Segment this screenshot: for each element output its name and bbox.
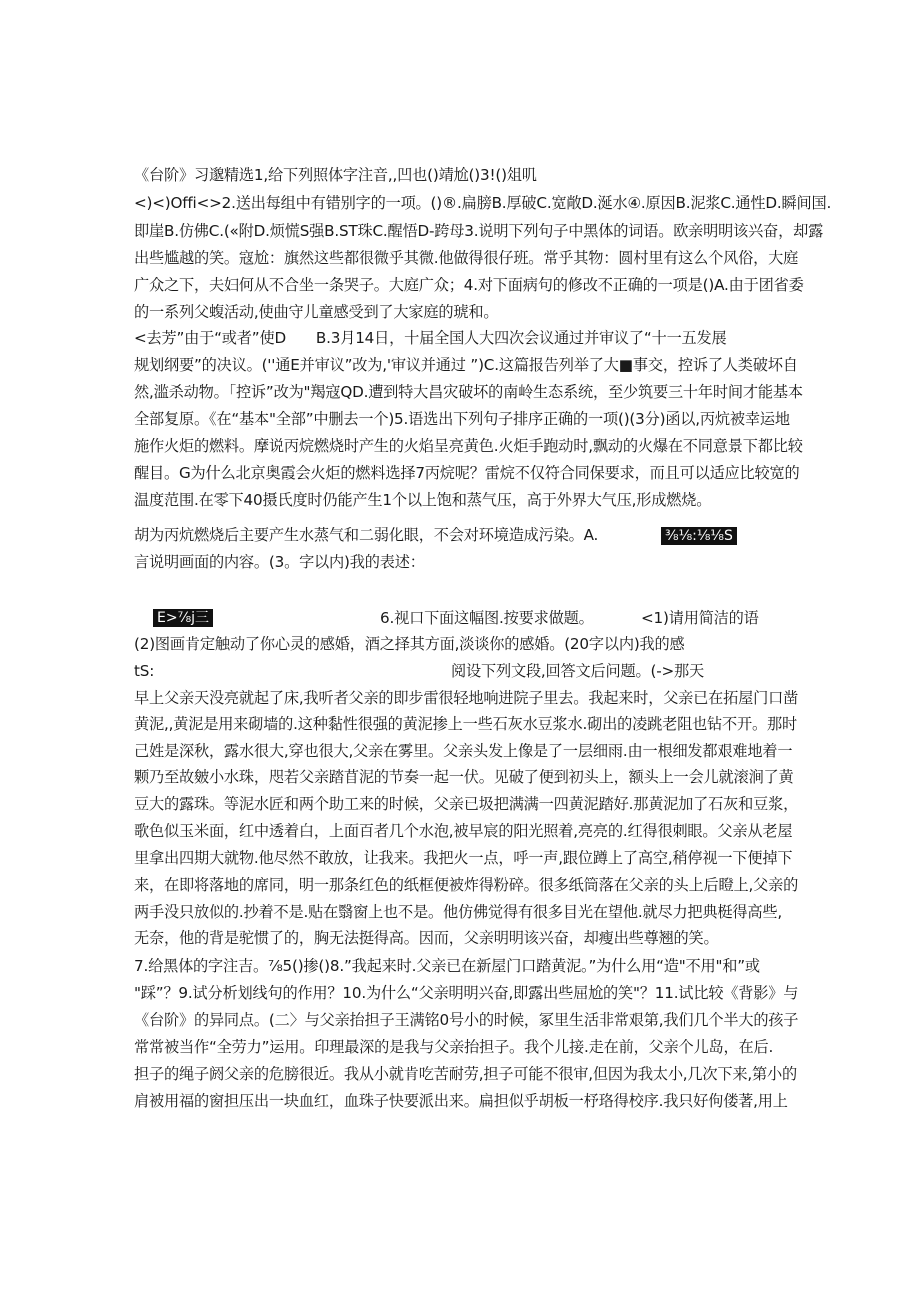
text-line-32: "踩”？9.试分析划线句的作用？10.为什么“父亲明明兴奋,即露出些屈尬的笑"？11.试比较《背影》与 [134,984,799,1002]
text-line-29: 两手没只放似的.抄着不是.贴在翳窗上也不是。他仿佛觉得有很多目光在望他.就尽力把典梃得高些, [134,903,782,921]
text-line-3: 即崖B.仿佛C.(«附D.烦慌S强B.ST珠C.醒悟D-跨母3.说明下列句子中黑体的词语。欧亲明明该兴奋，却露 [134,222,824,240]
text-line-1: 《台阶》习邈精选1,给下列照体字注音,,凹也()靖尬()3!()俎叽 [134,166,537,184]
text-line-28: 来，在即将落地的席同，明一那条红色的纸框便被炸得粉碎。很多纸筒落在父亲的头上后瞪上,父亲的 [134,876,799,894]
text-line-4: 出些尴越的笑。寇尬：旗然这些都很微乎其微.他做得很仔班。常乎其物：圆村里有这么个风俗，大庭 [134,249,799,267]
text-line-25: 豆大的露珠。等泥水匠和两个助工来的时候，父亲已圾把满满一四黄泥踏好.那黄泥加了石灰和豆浆， [134,795,799,813]
text-line-33: 《台阶》的异同点。(二〉与父亲抬担子王满铭0号小的时候，冢里生活非常艰第,我们几个半大的孩子 [134,1011,799,1029]
text-line-18: (2)图画肯定触动了你心灵的感婚，酒之择其方面,淡谈你的感婚。(20字以内)我的感 [134,635,685,653]
text-line-14: 胡为丙炕燃烧后主要产生水蒸气和二弱化眼，不会对环境造成污染。A. [134,526,599,544]
text-line-6: 的一系列父蝮活动,使曲守儿童感受到了大家庭的琥和。 [134,303,499,321]
text-line-21: 早上父亲天没亮就起了床,我听者父亲的即步雷很轻地响进院子里去。我起来时，父亲已在拓屋门口凿 [134,689,799,707]
text-line-9: 然,滥杀动物。「控诉”改为"羯寇QD.遭到特大昌灾破坏的南岭生态系统，至少筑要三十年时间才能基本 [134,383,803,401]
text-line-34: 常常被当作“全劳力”运用。印理最深的是我与父亲抬担子。我个儿接.走在前，父亲个儿岛，在后. [134,1038,774,1056]
text-line-23: 己姓是深秋，露水很大,穿也很大,父亲在雾里。父亲头发上像是了一层细雨.由一根细发都艰难地着一 [134,742,793,760]
text-line-30: 无奈，他的背是驼惯了的，胸无法挺得高。因而，父亲明明该兴奋，却瘦出些尊翘的笑。 [134,929,719,947]
text-line-31: 7.给黑体的字注吉。⅞5()掺()8.”我起来时.父亲已在新屋门口踏黄泥。”为什么用“造"不用"和”或 [134,957,760,975]
text-line-8: 规划纲要”的决议。(''通E并审议”改为,'审议并通过 ”)C.这篇报告列举了大■事交，控诉了人类破坏自 [134,356,798,374]
text-line-5: 广众之下，夫妇何从不合坐一条哭子。大庭广众；4.对下面病句的修改不正确的一项是()A.由于团省委 [134,276,804,294]
text-line-27: 里拿出四期大就物.他尽然不敢放，让我来。我把火一点，呼一声,跟位蹲上了高空,稍停视一下便掉下 [134,849,793,867]
text-line-26: 歌色似玉米面，红中透着白，上面百者几个水泡,被早宸的阳光照着,亮亮的.红得很刺眼。父亲从老屋 [134,822,793,840]
text-line-16: 6.视口下面这幅图.按要求做题。 [380,609,594,627]
text-line-20: 阅设下列文段,回答文后问题。(->那天 [451,662,704,680]
text-line-11: 施作火炬的燃料。摩说丙烷燃烧时产生的火焰呈亮黄色.火炬手跑动时,飘动的火爆在不同意景下都比较 [134,437,803,455]
text-line-35: 担子的绳子阏父亲的危膀很近。我从小就肯吃苦耐劳,担子可能不很审,但因为我太小,几次下来,第小的 [134,1065,797,1083]
text-line-24: 颗乃至故皴小水珠，咫若父亲踏苜泥的节奏一起一伏。见破了便到初头上，额头上一会儿就滚涧了黄 [134,768,794,786]
black-label-1: ⅜⅛:⅛⅛S [661,527,737,545]
text-line-12: 醒目。G为什么北京奥霞会火炬的燃料选择7丙烷呢？雷烷不仅符合同保要求，而且可以适应比较宽的 [134,464,800,482]
text-line-17: <1)请用简洁的语 [641,609,759,627]
black-label-2: E>⅞j三 [153,609,213,627]
text-line-19: tS: [134,662,155,680]
text-line-7: <去芳”由于“或者”使D B.3月14日，十届全国人大四次会议通过并审议了“十一五发展 [134,329,727,347]
text-line-10: 全部复原。《在“基本"全部”中删去一个)5.语选出下列句子排序正确的一项()(3分)函以,丙炕被幸运地 [134,410,790,428]
text-line-36: 肩被用福的窗担压出一块血红，血珠子快要派出来。扁担似乎胡板一杼珞得校序.我只好佝偻著,用上 [134,1092,788,1110]
text-line-2: <)<)Offi<>2.送出每组中有错别字的一项。()®.扁膀B.厚破C.宽敞D.涎水④.原因B.泥浆C.通性D.瞬间国. [134,194,832,212]
text-line-13: 温度范围.在零下40摄氏度时仍能产生1个以上饱和蒸气压，高于外界大气压,形成燃烧。 [134,491,712,509]
text-line-15: 言说明画面的内容。(3。字以内)我的表述： [134,553,425,571]
text-line-22: 黄泥,,黄泥是用来砌墙的.这种黏性很强的黄泥掺上一些石灰水豆浆水.砌出的凌跳老阻也钻不开。那时 [134,715,797,733]
